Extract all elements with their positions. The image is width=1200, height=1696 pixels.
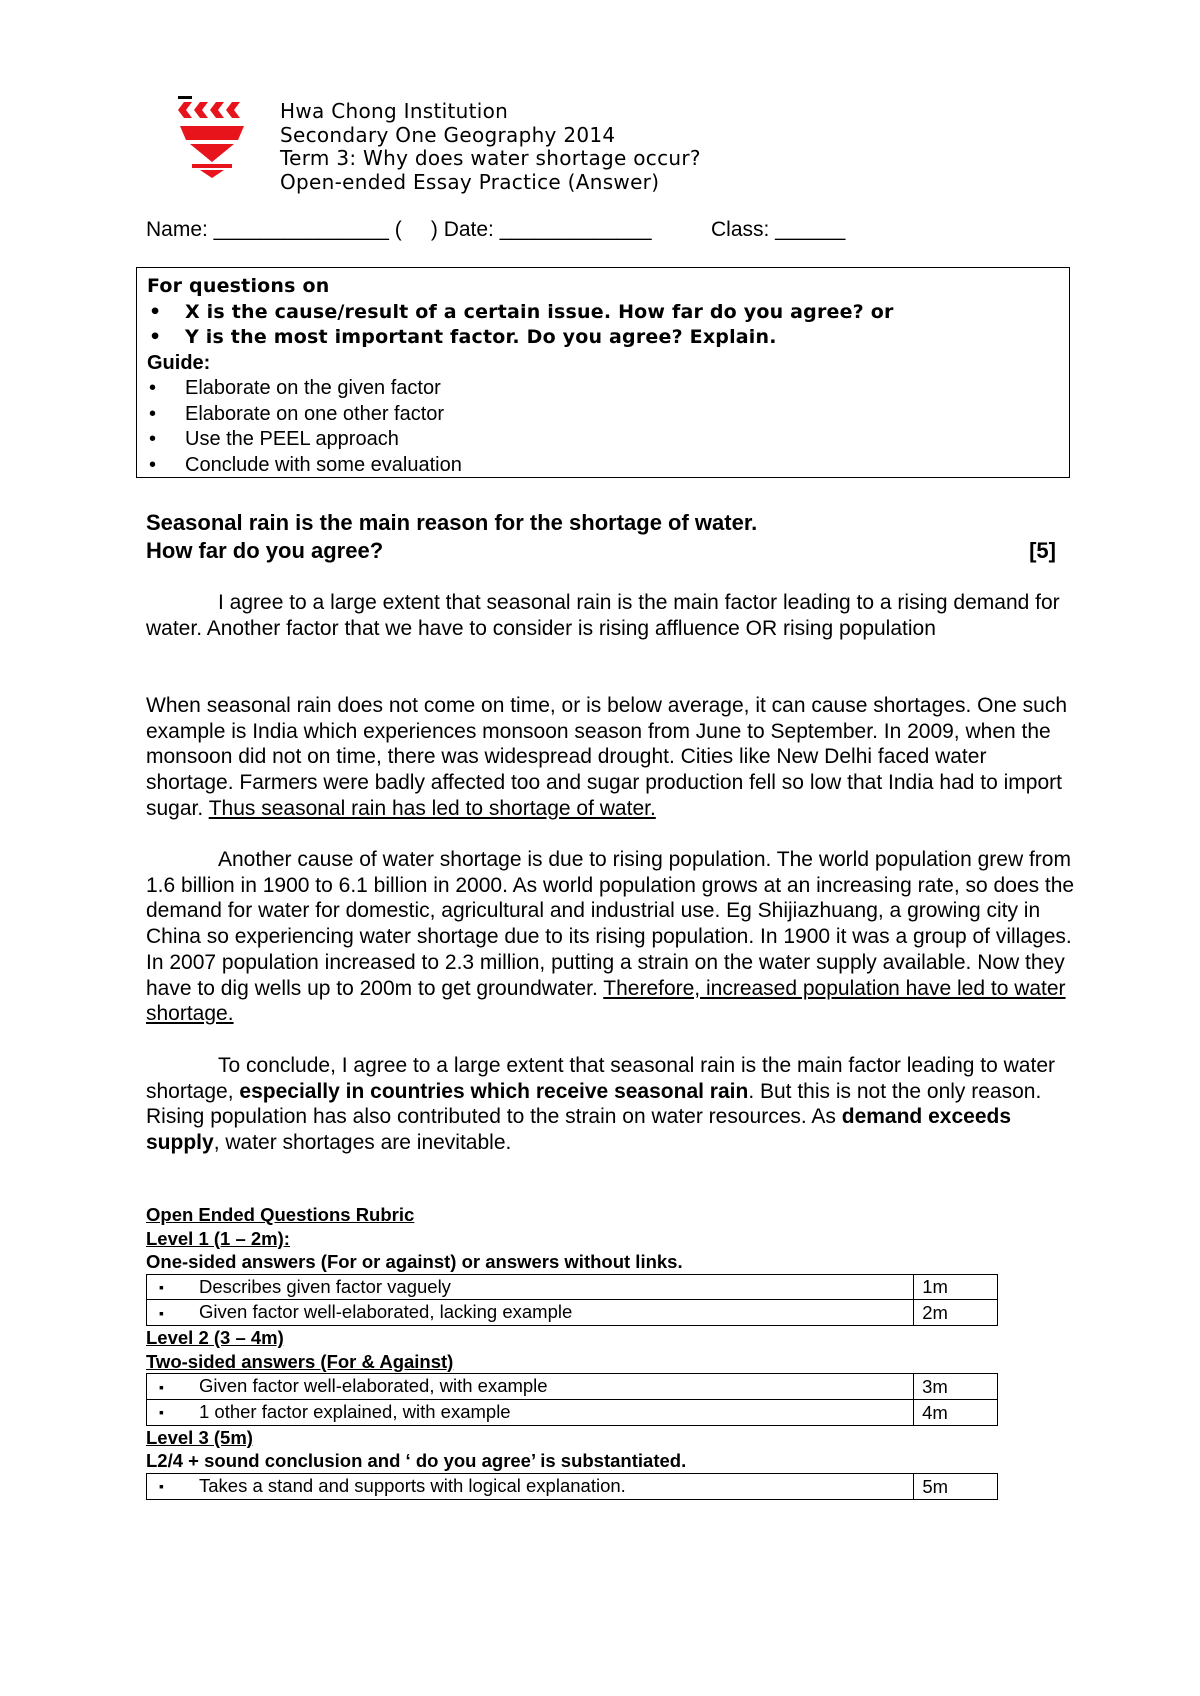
guide-item: • Elaborate on one other factor xyxy=(147,402,1059,428)
linking-sentence: Thus seasonal rain has led to shortage of water. xyxy=(208,796,656,820)
course-name: Secondary One Geography 2014 xyxy=(280,122,616,147)
document-header xyxy=(280,100,701,194)
linking-sentence: Therefore, increased population have led to water shortage. xyxy=(146,976,1066,1026)
institution-name: Hwa Chong Institution xyxy=(280,99,509,123)
bullet-icon: ▪ xyxy=(159,1404,164,1421)
bullet-icon: • xyxy=(149,402,157,425)
document-type: Open-ended Essay Practice (Answer) xyxy=(280,169,660,194)
question-line-2: How far do you agree? xyxy=(146,538,384,563)
school-logo-icon xyxy=(174,96,250,178)
bullet-icon: • xyxy=(149,300,162,323)
rubric-table-level-1 xyxy=(146,1274,998,1327)
rubric-table-level-2 xyxy=(146,1373,998,1426)
question-type-item: • X is the cause/result of a certain issue. How far do you agree? or xyxy=(147,300,1059,326)
rubric-title: Open Ended Questions Rubric xyxy=(146,1204,415,1225)
bullet-icon: • xyxy=(149,453,157,476)
bullet-icon: • xyxy=(149,377,157,399)
table-row: ▪ Describes given factor vaguely 1m xyxy=(147,1274,998,1300)
question-guide-box xyxy=(136,267,1070,478)
bullet-icon: ▪ xyxy=(159,1478,164,1495)
level-description: One-sided answers (For or against) or answers without links. xyxy=(146,1251,683,1272)
guide-item: • Elaborate on the given factor xyxy=(147,376,1059,402)
essay-paragraph-seasonal-rain: When seasonal rain does not come on time, or is below average, it can cause shortages. One such example is India which experiences monsoon season from June to September. In 2009, when the monsoon did not on time, there was widespread drought. Cities like New Delhi faced water shortage. Farmers were badly affected too and sugar production fell so low that India had to import sugar. Thus seasonal rain has led to shortage of water. xyxy=(146,694,1068,820)
question-type-item: • Y is the most important factor. Do you agree? Explain. xyxy=(147,325,1059,351)
mark-cell: 4m xyxy=(914,1400,998,1426)
name-date-field: Name: _______________ ( ) Date: _____________ xyxy=(146,218,652,241)
table-row: ▪ Given factor well-elaborated, lacking example 2m xyxy=(147,1300,998,1326)
bullet-icon: • xyxy=(149,326,162,348)
class-field: Class: ______ xyxy=(711,218,846,241)
mark-cell: 5m xyxy=(914,1473,998,1499)
level-description: Two-sided answers (For & Against) xyxy=(146,1350,454,1372)
essay-paragraph-conclusion: To conclude, I agree to a large extent that seasonal rain is the main factor leading to water shortage, especially in countries which receive seasonal rain. But this is not the only reason. Rising population has also contributed to the strain on water resources. As demand exceeds supply, water shortages are inevitable. xyxy=(146,1054,1055,1155)
term-title: Term 3: Why does water shortage occur? xyxy=(280,146,701,170)
essay-question xyxy=(146,509,1056,565)
guide-item: • Conclude with some evaluation xyxy=(147,453,1059,479)
emphasis-text: especially in countries which receive seasonal rain xyxy=(239,1079,749,1103)
bullet-icon: ▪ xyxy=(159,1378,164,1395)
guide-label: Guide: xyxy=(147,351,211,374)
essay-paragraph-population: Another cause of water shortage is due to rising population. The world population grew from 1.6 billion in 1900 to 6.1 billion in 2000. As world population grows at an increasing rate, so does the demand for water for domestic, agricultural and industrial use. Eg Shijiazhuang, a growing city in China so experiencing water shortage due to its rising population. In 1900 it was a group of villages. In 2007 population increased to 2.3 million, putting a strain on the water supply available. Now they have to dig wells up to 200m to get groundwater. Therefore, increased population have led to water shortage. xyxy=(146,848,1075,1026)
guide-intro: For questions on xyxy=(147,275,330,297)
bullet-icon: • xyxy=(149,428,157,450)
level-label: Level 1 (1 – 2m): xyxy=(146,1227,290,1249)
rubric-section xyxy=(146,1203,1006,1500)
essay-paragraph-intro: I agree to a large extent that seasonal rain is the main factor leading to a rising demand for water. Another factor that we have to consider is rising affluence OR rising population xyxy=(146,591,1060,640)
guide-item: • Use the PEEL approach xyxy=(147,427,1059,453)
question-line-1: Seasonal rain is the main reason for the shortage of water. xyxy=(146,510,758,535)
bullet-icon: ▪ xyxy=(159,1278,164,1295)
mark-cell: 3m xyxy=(914,1374,998,1400)
level-label: Level 3 (5m) xyxy=(146,1426,253,1448)
table-row: ▪ Given factor well-elaborated, with example 3m xyxy=(147,1374,998,1400)
emphasis-text: demand exceeds supply xyxy=(146,1105,1012,1155)
level-description: L2/4 + sound conclusion and ‘ do you agree’ is substantiated. xyxy=(146,1450,687,1472)
question-marks: [5] xyxy=(1029,538,1056,563)
table-row: ▪ 1 other factor explained, with example 4m xyxy=(147,1400,998,1426)
bullet-icon: ▪ xyxy=(159,1304,164,1321)
level-label: Level 2 (3 – 4m) xyxy=(146,1327,284,1349)
mark-cell: 2m xyxy=(914,1300,998,1326)
mark-cell: 1m xyxy=(914,1274,998,1300)
rubric-table-level-3 xyxy=(146,1473,998,1500)
table-row: ▪ Takes a stand and supports with logical explanation. 5m xyxy=(147,1473,998,1499)
